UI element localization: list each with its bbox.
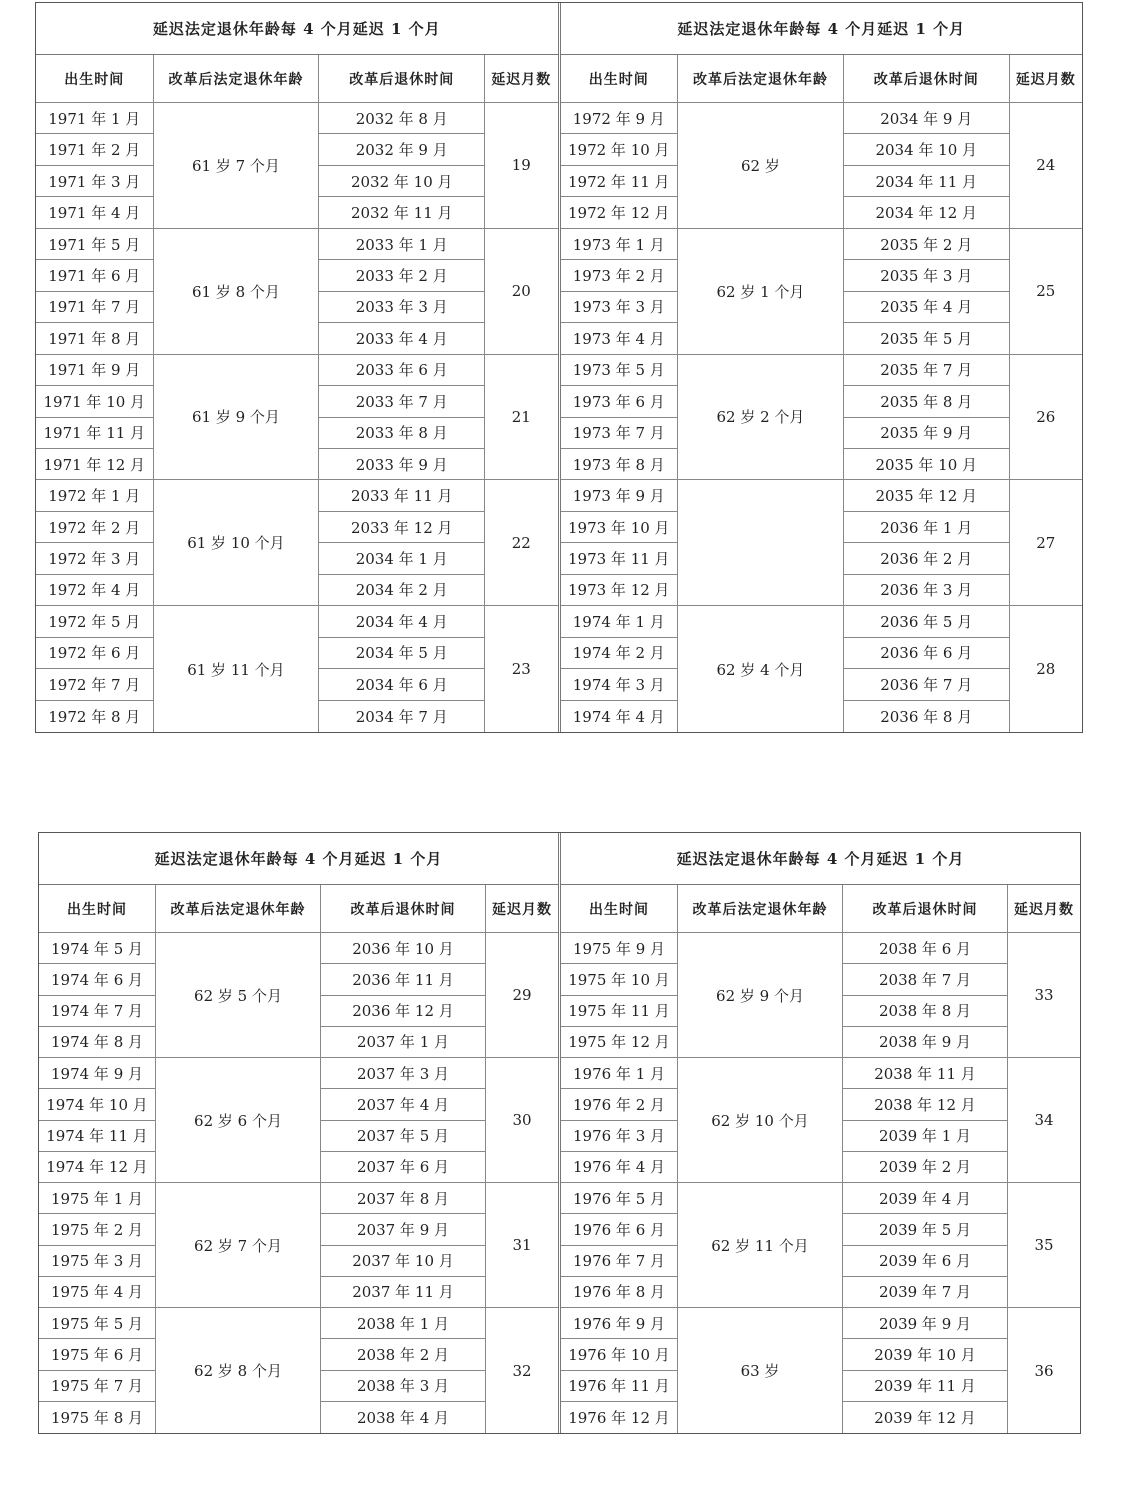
retirement-date-cell: 2039 年 11 月 (843, 1371, 1008, 1402)
birth-date-cell: 1976 年 2 月 (561, 1089, 678, 1120)
retirement-date-cell: 2037 年 6 月 (321, 1152, 486, 1183)
birth-date-cell: 1974 年 3 月 (561, 669, 679, 700)
birth-date-cell: 1974 年 10 月 (39, 1089, 156, 1120)
retirement-date-cell: 2035 年 2 月 (844, 229, 1010, 260)
birth-date-cell: 1975 年 9 月 (561, 933, 678, 964)
birth-date-cell: 1973 年 8 月 (561, 449, 679, 480)
birth-date-cell: 1976 年 8 月 (561, 1277, 678, 1308)
birth-date-cell: 1971 年 3 月 (36, 166, 154, 197)
retirement-date-cell: 2036 年 8 月 (844, 701, 1010, 732)
birth-date-cell: 1971 年 9 月 (36, 355, 154, 386)
retirement-date-cell: 2039 年 7 月 (843, 1277, 1008, 1308)
table-half (36, 3, 558, 732)
birth-date-cell: 1973 年 9 月 (561, 480, 679, 511)
retirement-age-cell: 61 岁 7 个月 (154, 103, 320, 229)
retirement-age-cell: 62 岁 11 个月 (678, 1183, 843, 1308)
retirement-age-cell: 62 岁 10 个月 (678, 1058, 843, 1183)
birth-date-cell: 1972 年 12 月 (561, 197, 679, 228)
retirement-table-2 (38, 832, 1081, 1434)
delay-months-cell: 27 (1010, 480, 1082, 606)
birth-date-cell: 1972 年 6 月 (36, 638, 154, 669)
delay-months-cell: 19 (485, 103, 557, 229)
birth-date-cell: 1976 年 7 月 (561, 1246, 678, 1277)
retirement-date-cell: 2038 年 1 月 (321, 1308, 486, 1339)
column-header: 改革后法定退休年龄 (154, 55, 320, 103)
column-header: 延迟月数 (486, 885, 558, 933)
retirement-date-cell: 2036 年 7 月 (844, 669, 1010, 700)
birth-date-cell: 1975 年 2 月 (39, 1214, 156, 1245)
retirement-age-cell: 62 岁 (678, 103, 844, 229)
delay-months-cell: 30 (486, 1058, 558, 1183)
birth-date-cell: 1975 年 3 月 (39, 1246, 156, 1277)
birth-date-cell: 1973 年 3 月 (561, 292, 679, 323)
retirement-date-cell: 2038 年 11 月 (843, 1058, 1008, 1089)
delay-months-cell: 28 (1036, 660, 1056, 679)
column-header: 改革后法定退休年龄 (678, 885, 843, 933)
retirement-date-cell: 2037 年 4 月 (321, 1089, 486, 1120)
birth-date-cell: 1974 年 4 月 (561, 701, 679, 732)
retirement-date-cell: 2039 年 2 月 (843, 1152, 1008, 1183)
birth-date-cell: 1971 年 7 月 (36, 292, 154, 323)
birth-date-cell: 1971 年 5 月 (36, 229, 154, 260)
birth-date-cell: 1974 年 6 月 (39, 964, 156, 995)
retirement-date-cell: 2036 年 3 月 (844, 575, 1010, 606)
table-title: 延迟法定退休年龄每 4 个月延迟 1 个月 (36, 3, 558, 55)
column-header: 出生时间 (561, 55, 679, 103)
retirement-date-cell: 2037 年 10 月 (321, 1246, 486, 1277)
birth-date-cell: 1976 年 3 月 (561, 1121, 678, 1152)
table-half (558, 833, 1080, 1433)
birth-date-cell: 1976 年 5 月 (561, 1183, 678, 1214)
retirement-date-cell: 2039 年 4 月 (843, 1183, 1008, 1214)
retirement-date-cell: 2039 年 9 月 (843, 1308, 1008, 1339)
birth-date-cell: 1976 年 9 月 (561, 1308, 678, 1339)
retirement-date-cell: 2033 年 6 月 (319, 355, 485, 386)
birth-date-cell: 1973 年 2 月 (561, 260, 679, 291)
table-title: 延迟法定退休年龄每 4 个月延迟 1 个月 (39, 833, 558, 885)
retirement-date-cell: 2034 年 9 月 (844, 103, 1010, 134)
delay-months-cell: 32 (512, 1361, 532, 1380)
birth-date-cell: 1975 年 8 月 (39, 1402, 156, 1433)
table-grid (36, 55, 558, 732)
birth-date-cell: 1971 年 10 月 (36, 386, 154, 417)
table-grid (561, 885, 1080, 1433)
retirement-date-cell: 2039 年 12 月 (843, 1402, 1008, 1433)
retirement-date-cell: 2038 年 9 月 (843, 1027, 1008, 1058)
retirement-date-cell: 2038 年 6 月 (843, 933, 1008, 964)
retirement-age-cell: 62 岁 9 个月 (678, 933, 843, 1058)
birth-date-cell: 1972 年 11 月 (561, 166, 679, 197)
retirement-date-cell: 2035 年 10 月 (844, 449, 1010, 480)
retirement-date-cell: 2037 年 5 月 (321, 1121, 486, 1152)
retirement-date-cell: 2034 年 4 月 (319, 606, 485, 637)
retirement-date-cell: 2034 年 7 月 (319, 701, 485, 732)
birth-date-cell: 1975 年 1 月 (39, 1183, 156, 1214)
retirement-date-cell: 2038 年 8 月 (843, 996, 1008, 1027)
birth-date-cell: 1973 年 1 月 (561, 229, 679, 260)
birth-date-cell: 1971 年 12 月 (36, 449, 154, 480)
retirement-date-cell: 2034 年 1 月 (319, 543, 485, 574)
birth-date-cell: 1974 年 9 月 (39, 1058, 156, 1089)
retirement-date-cell: 2033 年 4 月 (319, 323, 485, 354)
birth-date-cell: 1975 年 10 月 (561, 964, 678, 995)
retirement-date-cell: 2035 年 5 月 (844, 323, 1010, 354)
delay-months-cell: 23 (511, 660, 531, 679)
retirement-age-cell: 62 岁 4 个月 (678, 606, 844, 732)
birth-date-cell: 1974 年 11 月 (39, 1121, 156, 1152)
birth-date-cell: 1971 年 1 月 (36, 103, 154, 134)
retirement-date-cell: 2037 年 8 月 (321, 1183, 486, 1214)
birth-date-cell: 1973 年 6 月 (561, 386, 679, 417)
retirement-date-cell: 2032 年 11 月 (319, 197, 485, 228)
birth-date-cell: 1976 年 4 月 (561, 1152, 678, 1183)
birth-date-cell: 1974 年 12 月 (39, 1152, 156, 1183)
retirement-date-cell: 2033 年 3 月 (319, 292, 485, 323)
table-title: 延迟法定退休年龄每 4 个月延迟 1 个月 (561, 833, 1080, 885)
retirement-age-cell (678, 480, 844, 606)
column-header: 出生时间 (36, 55, 154, 103)
birth-date-cell: 1974 年 2 月 (561, 638, 679, 669)
retirement-age-cell: 62 岁 1 个月 (678, 229, 844, 355)
delay-months-cell: 29 (486, 933, 558, 1058)
retirement-age-cell: 63 岁 (678, 1308, 843, 1433)
retirement-age-cell: 62 岁 7 个月 (156, 1183, 321, 1308)
retirement-date-cell: 2032 年 9 月 (319, 134, 485, 165)
retirement-date-cell: 2034 年 2 月 (319, 575, 485, 606)
retirement-date-cell: 2038 年 2 月 (321, 1339, 486, 1370)
retirement-date-cell: 2035 年 4 月 (844, 292, 1010, 323)
delay-months-cell: 20 (485, 229, 557, 355)
retirement-age-cell: 62 岁 5 个月 (156, 933, 321, 1058)
column-header: 改革后法定退休年龄 (156, 885, 321, 933)
delay-months-cell: 35 (1008, 1183, 1080, 1308)
column-header: 延迟月数 (1008, 885, 1080, 933)
retirement-date-cell: 2035 年 7 月 (844, 355, 1010, 386)
retirement-date-cell: 2034 年 10 月 (844, 134, 1010, 165)
delay-months-cell: 26 (1010, 355, 1082, 481)
column-header: 改革后退休时间 (321, 885, 486, 933)
birth-date-cell: 1972 年 5 月 (36, 606, 154, 637)
table-title: 延迟法定退休年龄每 4 个月延迟 1 个月 (561, 3, 1083, 55)
table-grid (39, 885, 558, 1433)
birth-date-cell: 1974 年 7 月 (39, 996, 156, 1027)
retirement-date-cell: 2033 年 9 月 (319, 449, 485, 480)
birth-date-cell: 1975 年 12 月 (561, 1027, 678, 1058)
birth-date-cell: 1971 年 11 月 (36, 418, 154, 449)
retirement-age-cell: 61 岁 10 个月 (154, 480, 320, 606)
retirement-date-cell: 2036 年 12 月 (321, 996, 486, 1027)
birth-date-cell: 1971 年 6 月 (36, 260, 154, 291)
retirement-date-cell: 2032 年 10 月 (319, 166, 485, 197)
delay-months-cell: 31 (486, 1183, 558, 1308)
column-header: 延迟月数 (485, 55, 557, 103)
delay-months-cell: 25 (1010, 229, 1082, 355)
column-header: 延迟月数 (1010, 55, 1082, 103)
delay-months-cell: 34 (1008, 1058, 1080, 1183)
retirement-date-cell: 2036 年 10 月 (321, 933, 486, 964)
birth-date-cell: 1973 年 10 月 (561, 512, 679, 543)
retirement-date-cell: 2033 年 11 月 (319, 480, 485, 511)
delay-months-cell: 33 (1008, 933, 1080, 1058)
retirement-date-cell: 2034 年 5 月 (319, 638, 485, 669)
retirement-age-cell: 61 岁 8 个月 (154, 229, 320, 355)
birth-date-cell: 1974 年 5 月 (39, 933, 156, 964)
retirement-date-cell: 2038 年 12 月 (843, 1089, 1008, 1120)
retirement-age-cell: 62 岁 6 个月 (156, 1058, 321, 1183)
retirement-table-1 (35, 2, 1083, 733)
retirement-date-cell: 2035 年 9 月 (844, 418, 1010, 449)
retirement-date-cell: 2036 年 1 月 (844, 512, 1010, 543)
retirement-date-cell: 2038 年 7 月 (843, 964, 1008, 995)
retirement-date-cell: 2037 年 1 月 (321, 1027, 486, 1058)
birth-date-cell: 1974 年 8 月 (39, 1027, 156, 1058)
column-header: 出生时间 (561, 885, 678, 933)
birth-date-cell: 1976 年 11 月 (561, 1371, 678, 1402)
table-half (558, 3, 1083, 732)
column-header: 改革后退休时间 (844, 55, 1010, 103)
delay-months-cell: 22 (485, 480, 557, 606)
retirement-date-cell: 2039 年 6 月 (843, 1246, 1008, 1277)
birth-date-cell: 1973 年 7 月 (561, 418, 679, 449)
retirement-date-cell: 2032 年 8 月 (319, 103, 485, 134)
retirement-date-cell: 2034 年 11 月 (844, 166, 1010, 197)
birth-date-cell: 1975 年 6 月 (39, 1339, 156, 1370)
retirement-date-cell: 2039 年 5 月 (843, 1214, 1008, 1245)
retirement-date-cell: 2038 年 3 月 (321, 1371, 486, 1402)
birth-date-cell: 1975 年 5 月 (39, 1308, 156, 1339)
retirement-date-cell: 2036 年 2 月 (844, 543, 1010, 574)
retirement-date-cell: 2034 年 6 月 (319, 669, 485, 700)
retirement-date-cell: 2036 年 6 月 (844, 638, 1010, 669)
retirement-age-cell: 62 岁 2 个月 (678, 355, 844, 481)
birth-date-cell: 1972 年 1 月 (36, 480, 154, 511)
birth-date-cell: 1972 年 2 月 (36, 512, 154, 543)
birth-date-cell: 1976 年 1 月 (561, 1058, 678, 1089)
birth-date-cell: 1972 年 4 月 (36, 575, 154, 606)
birth-date-cell: 1975 年 11 月 (561, 996, 678, 1027)
retirement-date-cell: 2033 年 8 月 (319, 418, 485, 449)
birth-date-cell: 1971 年 4 月 (36, 197, 154, 228)
table-half (39, 833, 558, 1433)
birth-date-cell: 1976 年 12 月 (561, 1402, 678, 1433)
column-header: 出生时间 (39, 885, 156, 933)
retirement-date-cell: 2037 年 11 月 (321, 1277, 486, 1308)
birth-date-cell: 1973 年 5 月 (561, 355, 679, 386)
retirement-date-cell: 2036 年 11 月 (321, 964, 486, 995)
column-header: 改革后退休时间 (319, 55, 485, 103)
delay-months-cell: 24 (1010, 103, 1082, 229)
birth-date-cell: 1973 年 4 月 (561, 323, 679, 354)
birth-date-cell: 1976 年 6 月 (561, 1214, 678, 1245)
column-header: 改革后法定退休年龄 (678, 55, 844, 103)
retirement-age-cell: 61 岁 9 个月 (154, 355, 320, 481)
retirement-age-cell: 62 岁 8 个月 (156, 1308, 321, 1433)
retirement-age-cell: 61 岁 11 个月 (154, 606, 320, 732)
birth-date-cell: 1971 年 2 月 (36, 134, 154, 165)
birth-date-cell: 1972 年 8 月 (36, 701, 154, 732)
table-grid (561, 55, 1083, 732)
retirement-date-cell: 2037 年 3 月 (321, 1058, 486, 1089)
delay-months-cell: 36 (1034, 1361, 1054, 1380)
birth-date-cell: 1973 年 11 月 (561, 543, 679, 574)
retirement-date-cell: 2037 年 9 月 (321, 1214, 486, 1245)
retirement-date-cell: 2034 年 12 月 (844, 197, 1010, 228)
birth-date-cell: 1975 年 4 月 (39, 1277, 156, 1308)
birth-date-cell: 1972 年 3 月 (36, 543, 154, 574)
birth-date-cell: 1971 年 8 月 (36, 323, 154, 354)
retirement-date-cell: 2039 年 1 月 (843, 1121, 1008, 1152)
birth-date-cell: 1975 年 7 月 (39, 1371, 156, 1402)
column-header: 改革后退休时间 (843, 885, 1008, 933)
retirement-date-cell: 2039 年 10 月 (843, 1339, 1008, 1370)
retirement-date-cell: 2033 年 1 月 (319, 229, 485, 260)
birth-date-cell: 1972 年 7 月 (36, 669, 154, 700)
retirement-date-cell: 2033 年 7 月 (319, 386, 485, 417)
delay-months-cell: 21 (485, 355, 557, 481)
retirement-date-cell: 2035 年 8 月 (844, 386, 1010, 417)
retirement-date-cell: 2038 年 4 月 (321, 1402, 486, 1433)
birth-date-cell: 1972 年 10 月 (561, 134, 679, 165)
retirement-date-cell: 2033 年 2 月 (319, 260, 485, 291)
birth-date-cell: 1974 年 1 月 (561, 606, 679, 637)
birth-date-cell: 1972 年 9 月 (561, 103, 679, 134)
retirement-date-cell: 2036 年 5 月 (844, 606, 1010, 637)
birth-date-cell: 1973 年 12 月 (561, 575, 679, 606)
birth-date-cell: 1976 年 10 月 (561, 1339, 678, 1370)
retirement-date-cell: 2035 年 12 月 (844, 480, 1010, 511)
retirement-date-cell: 2033 年 12 月 (319, 512, 485, 543)
retirement-date-cell: 2035 年 3 月 (844, 260, 1010, 291)
